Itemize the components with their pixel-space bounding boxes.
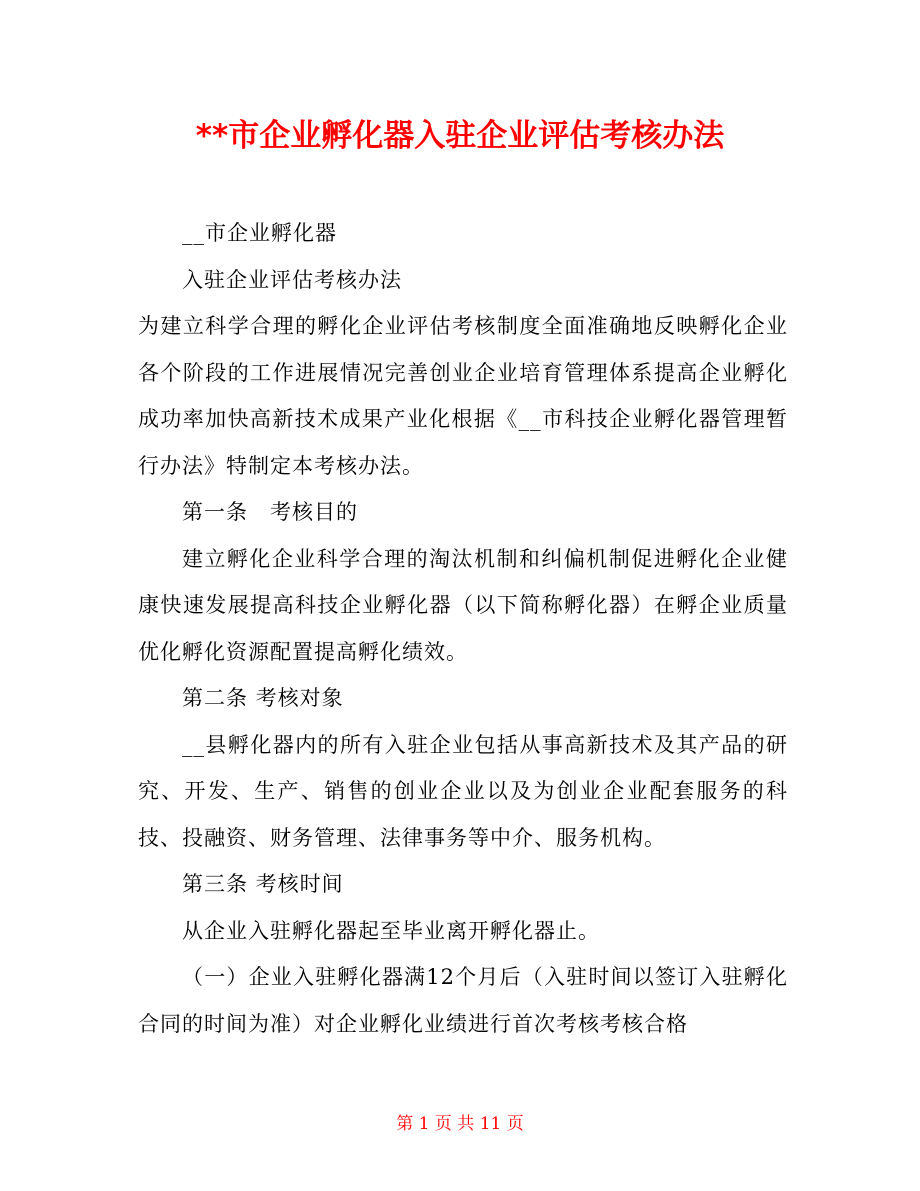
paragraph-subtitle: 入驻企业评估考核办法: [182, 267, 402, 292]
document-title: **市企业孵化器入驻企业评估考核办法: [195, 118, 725, 154]
article-1-body: 建立孵化企业科学合理的淘汰机制和纠偏机制促进孵化企业健康快速发展提高科技企业孵化器（以下简称孵化器）在孵企业质量优化孵化资源配置提高孵化绩效。: [138, 546, 788, 664]
article-3-heading: 第三条 考核时间: [182, 872, 344, 896]
page-footer: 第 1 页 共 11 页: [396, 1114, 524, 1134]
article-2-body: __县孵化器内的所有入驻企业包括从事高新技术及其产品的研究、开发、生产、销售的创业企业以及为创业企业配套服务的科技、投融资、财务管理、法律事务等中介、服务机构。: [138, 732, 788, 850]
article-2-heading: 第二条 考核对象: [182, 686, 344, 710]
article-3-body: 从企业入驻孵化器起至毕业离开孵化器止。: [182, 918, 600, 943]
document-body: [138, 210, 788, 1047]
article-3-clause-1: （一）企业入驻孵化器满12个月后（入驻时间以签订入驻孵化合同的时间为准）对企业孵化业绩进行首次考核考核合格: [138, 965, 788, 1036]
paragraph-preamble: 为建立科学合理的孵化企业评估考核制度全面准确地反映孵化企业各个阶段的工作进展情况完善创业企业培育管理体系提高企业孵化成功率加快高新技术成果产业化根据《__市科技企业孵化器管理暂行办法》特制定本考核办法。: [138, 314, 788, 478]
article-1-heading: 第一条 考核目的: [182, 500, 358, 524]
paragraph-city-incubator: __市企业孵化器: [182, 221, 337, 245]
